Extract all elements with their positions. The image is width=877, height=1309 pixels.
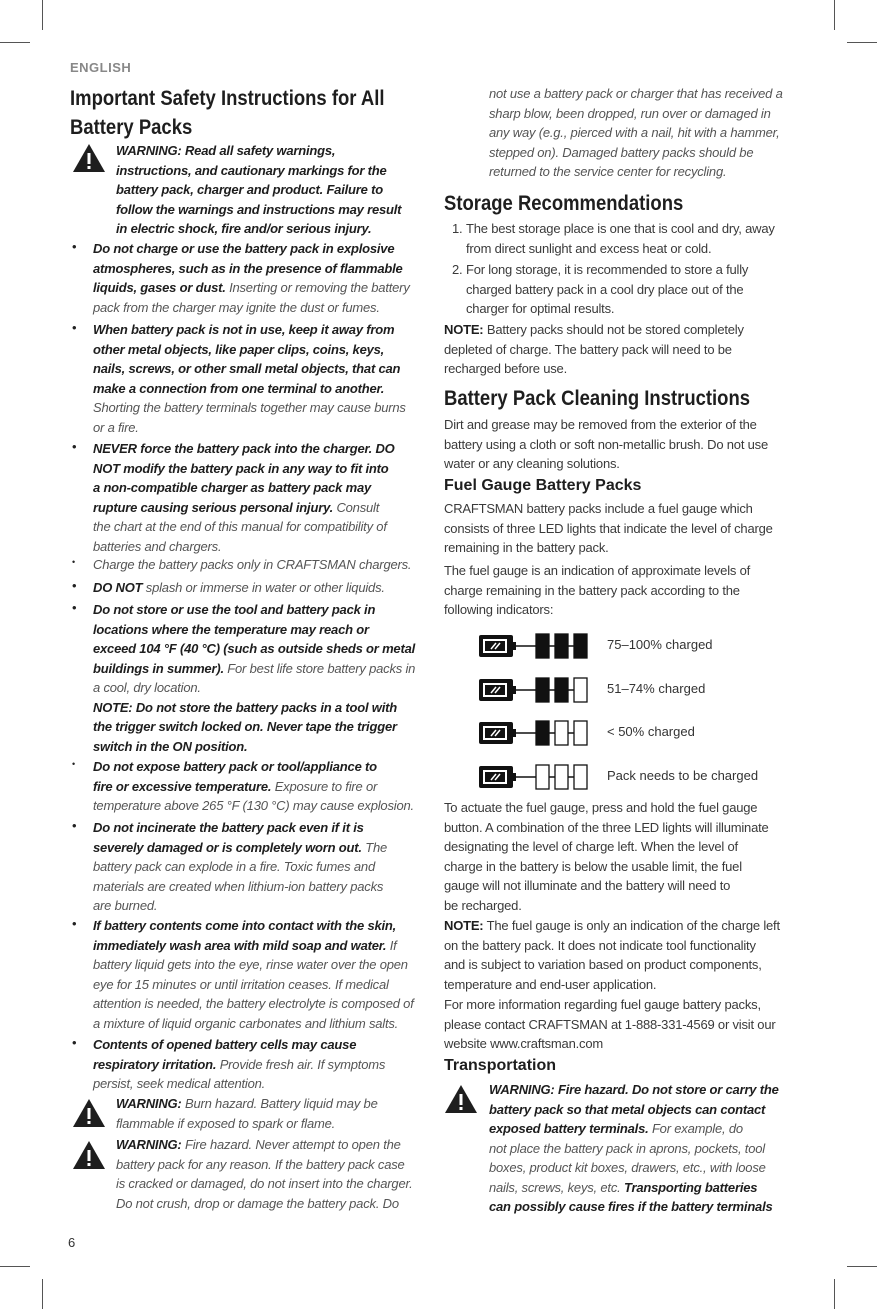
list-item: Contents of opened battery cells may cause respiratory irritation. Provide fresh air. If symptoms persist, seek medical attention.	[93, 1037, 386, 1091]
warning-triangle-icon	[72, 1098, 106, 1128]
fuel-gauge-contact: For more information regarding fuel gauge battery packs, please contact CRAFTSMAN at 1-888-331-4569 or visit our website www.craftsman.com	[444, 997, 776, 1051]
fuel-gauge-row	[478, 633, 594, 659]
fuel-gauge-instructions: To actuate the fuel gauge, press and hold the fuel gauge button. A combination of the three LED lights will illuminate designating the level of charge left. When the level of charge in the battery is below the usable limit, the fuel gauge will not illuminate and the battery will need to be recharged.	[444, 800, 769, 913]
list-item: Do not incinerate the battery pack even if it is severely damaged or is completely worn out. The battery pack can explode in a fire. Toxic fumes and materials are created when lithium-ion battery packs are burned.	[93, 820, 388, 913]
cleaning-heading: Battery Pack Cleaning Instructions	[444, 387, 751, 410]
storage-item: 1. The best storage place is one that is cool and dry, away from direct sunlight and excess heat or cold.	[452, 221, 775, 256]
storage-item: 2. For long storage, it is recommended to store a fully charged battery pack in a cool dry place out of the charger for optimal results.	[452, 262, 749, 316]
warning-general: WARNING: Read all safety warnings, instructions, and cautionary markings for the battery pack, charger and product. Failure to follow the warnings and instructions may result in electric shock, fire and/or serious injury.	[116, 143, 402, 236]
bullet-marker: •	[72, 557, 76, 567]
fuel-gauge-indicators-intro: The fuel gauge is an indication of approximate levels of charge remaining in the battery pack according to the following indicators:	[444, 563, 751, 617]
bullet-marker: •	[72, 320, 77, 335]
fuel-gauge-row	[478, 764, 594, 790]
bullet-marker: •	[72, 600, 77, 615]
bullet-marker: •	[72, 1035, 77, 1050]
fuel-gauge-label: < 50% charged	[607, 724, 695, 739]
bullet-marker: •	[72, 916, 77, 931]
warning-triangle-icon	[72, 143, 106, 173]
battery-icon	[478, 720, 594, 746]
warning-burn: WARNING: Burn hazard. Battery liquid may be flammable if exposed to spark or flame.	[116, 1096, 378, 1131]
crop-mark	[42, 0, 43, 30]
list-item: Do not charge or use the battery pack in explosive atmospheres, such as in the presence of flammable liquids, gases or dust. Inserting or removing the battery pack from the charger may ignite the dust or fumes.	[93, 241, 410, 315]
fuel-gauge-row	[478, 677, 594, 703]
warning-fire: WARNING: Fire hazard. Never attempt to open the battery pack for any reason. If the battery pack case is cracked or damaged, do not insert into the charger. Do not crush, drop or damage the battery pack. Do	[116, 1137, 413, 1211]
battery-icon	[478, 764, 594, 790]
warning-triangle-icon	[444, 1084, 478, 1114]
crop-mark	[0, 42, 30, 43]
language-label: ENGLISH	[70, 60, 132, 75]
title-line: Important Safety Instructions for All	[70, 87, 385, 110]
list-item: Charge the battery packs only in CRAFTSMAN chargers.	[93, 557, 412, 572]
cleaning-text: Dirt and grease may be removed from the exterior of the battery using a cloth or soft non-metallic brush. Do not use water or any cleaning solutions.	[444, 417, 769, 471]
fuel-gauge-note: NOTE: The fuel gauge is only an indication of the charge left on the battery pack. It does not indicate tool functionality and is subject to variation based on product components, temperature and end-user application.	[444, 918, 780, 992]
warning-triangle-icon	[72, 1140, 106, 1170]
page-title	[70, 84, 385, 142]
fuel-gauge-label: 75–100% charged	[607, 637, 713, 652]
crop-mark	[0, 1266, 30, 1267]
list-item: Do not expose battery pack or tool/appliance to fire or excessive temperature. Exposure to fire or temperature above 265 °F (130 °C) may cause explosion.	[93, 759, 414, 813]
storage-heading: Storage Recommendations	[444, 192, 684, 215]
transportation-heading: Transportation	[444, 1057, 557, 1074]
warning-transport: WARNING: Fire hazard. Do not store or carry the battery pack so that metal objects can contact exposed battery terminals. For example, do not place the battery pack in aprons, pockets, tool boxes, product kit boxes, drawers, etc., with loose nails, screws, keys, etc. Transporting batteries can possibly cause fires if the battery terminals	[489, 1082, 779, 1214]
fuel-gauge-label: 51–74% charged	[607, 681, 706, 696]
bullet-marker: •	[72, 239, 77, 254]
bullet-marker: •	[72, 578, 77, 593]
crop-mark	[834, 0, 835, 30]
fuel-gauge-label: Pack needs to be charged	[607, 768, 759, 783]
fuel-gauge-intro: CRAFTSMAN battery packs include a fuel gauge which consists of three LED lights that indicate the level of charge remaining in the battery pack.	[444, 501, 773, 555]
battery-icon	[478, 633, 594, 659]
list-item: NEVER force the battery pack into the charger. DO NOT modify the battery pack in any way to fit into a non-compatible charger as battery pack may rupture causing serious personal injury. Consult the chart at the end of this manual for compatibility of batteries and chargers.	[93, 441, 395, 554]
page-number: 6	[68, 1235, 76, 1250]
bullet-marker: •	[72, 759, 76, 769]
list-item: DO NOT splash or immerse in water or other liquids.	[93, 580, 385, 595]
list-item: When battery pack is not in use, keep it away from other metal objects, like paper clips, coins, keys, nails, screws, or other small metal objects, that can make a connection from one terminal to another. Shorting the battery terminals together may cause burns or a fire.	[93, 322, 406, 435]
storage-note: NOTE: Battery packs should not be stored completely depleted of charge. The battery pack will need to be recharged before use.	[444, 322, 744, 376]
list-item: If battery contents come into contact with the skin, immediately wash area with mild soap and water. If battery liquid gets into the eye, rinse water over the open eye for 15 minutes or until irritation ceases. If medical attention is needed, the battery electrolyte is composed of a mixture of liquid organic carbonates and lithium salts.	[93, 918, 414, 1031]
crop-mark	[834, 1279, 835, 1309]
bullet-marker: •	[72, 439, 77, 454]
crop-mark	[42, 1279, 43, 1309]
crop-mark	[847, 42, 877, 43]
warning-continued: not use a battery pack or charger that has received a sharp blow, been dropped, run over or damaged in any way (e.g., pierced with a nail, hit with a hammer, stepped on). Damaged battery packs should be returned to the service center for recycling.	[489, 86, 783, 179]
battery-icon	[478, 677, 594, 703]
fuel-gauge-heading: Fuel Gauge Battery Packs	[444, 477, 642, 494]
list-item: Do not store or use the tool and battery pack in locations where the temperature may reach or exceed 104 °F (40 °C) (such as outside sheds or metal buildings in summer). For best life store battery packs in a cool, dry location. NOTE: Do not store the battery packs in a tool with the trigger switch locked on. Never tape the trigger switch in the ON position.	[93, 602, 416, 754]
fuel-gauge-row	[478, 720, 594, 746]
title-line: Battery Packs	[70, 116, 193, 139]
crop-mark	[847, 1266, 877, 1267]
bullet-marker: •	[72, 818, 77, 833]
